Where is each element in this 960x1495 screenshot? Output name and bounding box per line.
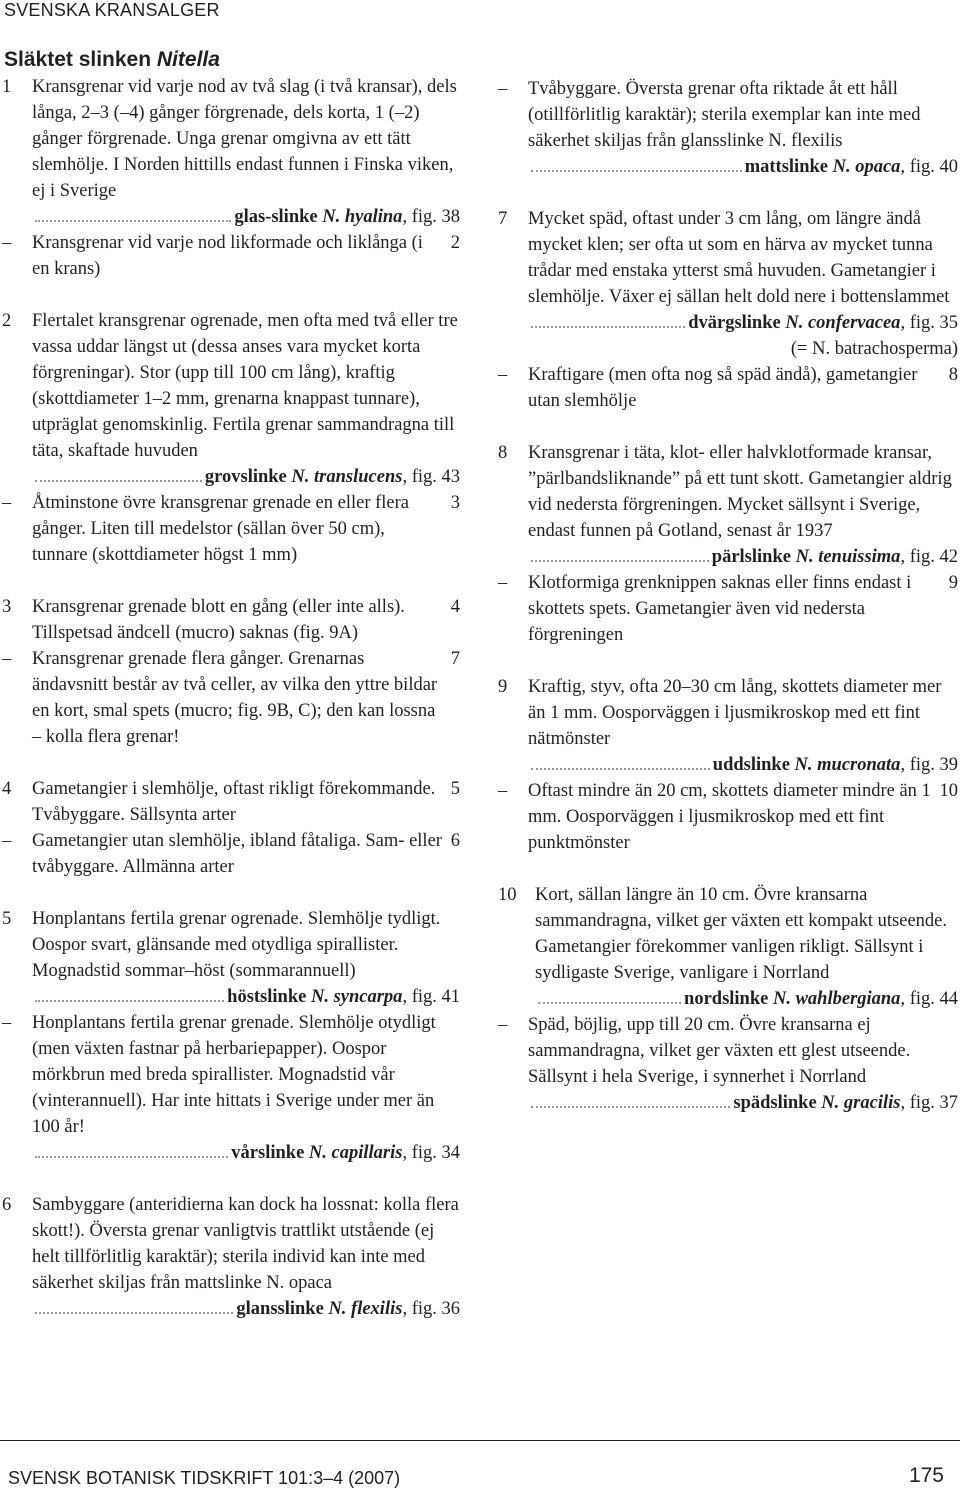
result-row — [32, 1296, 460, 1322]
key-lead — [498, 1012, 958, 1116]
goto-couplet: 4 — [450, 597, 460, 617]
result-row — [528, 154, 958, 180]
lead-text: Oftast mindre än 20 cm, skottets diameter mindre än 1 mm. Oosporväggen i ljusmikroskop med ett fint punktmönster — [528, 781, 931, 853]
leader-dots — [531, 325, 685, 328]
goto-couplet: 8 — [948, 365, 958, 385]
taxon-scientific-name: N. wahlbergiana — [772, 989, 901, 1009]
figure-reference: , fig. 35 — [900, 313, 958, 333]
result-row — [528, 310, 958, 336]
couplet-gap — [2, 750, 460, 776]
page-number: 175 — [908, 1464, 944, 1487]
couplet-number: 5 — [2, 909, 12, 929]
key-lead — [498, 674, 958, 778]
taxon-result — [231, 1140, 460, 1166]
figure-reference: , fig. 44 — [900, 989, 958, 1009]
result-row — [528, 752, 958, 778]
lead-dash: – — [498, 781, 508, 801]
couplet-gap — [498, 648, 958, 674]
lead-text: Gametangier utan slemhölje, ibland fåtaliga. Sam- eller tvåbyggare. Allmänna arter — [32, 831, 442, 877]
lead-text: Åtminstone övre kransgrenar grenade en eller flera gånger. Liten till medelstor (sällan över 50 cm), tunnare (skottdiameter högst 1 mm) — [32, 493, 410, 565]
key-lead — [2, 1010, 460, 1166]
figure-reference: , fig. 43 — [402, 467, 460, 487]
title-genus: Nitella — [156, 48, 220, 71]
lead-text: Flertalet kransgrenar ogrenade, men ofta med två eller tre vassa uddar längst ut (dessa anses vara mycket korta förgreningar). Stor (upp till 100 cm lång), kraftig (skottdiameter 1–2 mm, grenarna knappast tunnare), utpräglat genomskinlig. Fertila grenar sammandragna till täta, skaftade huvuden — [32, 311, 458, 461]
lead-text: Kransgrenar i täta, klot- eller halvklotformade kransar, ”pärlbandsliknande” på ett tunt skott. Gametangier aldrig vid nedersta förgreningen. Mycket sällsynt i Sverige, endast funnen på Gotland, senast år 1937 — [528, 443, 952, 541]
synonym: (= N. batrachosperma) — [790, 339, 958, 359]
couplet-gap — [498, 856, 958, 882]
result-row — [32, 984, 460, 1010]
lead-row — [32, 646, 460, 750]
lead-text: Späd, böjlig, upp till 20 cm. Övre kransarna ej sammandragna, vilket ger växten ett glest utseende. Sällsynt i hela Sverige, i synnerhet i Norrland — [528, 1015, 911, 1087]
couplet-gap — [498, 180, 958, 206]
result-row — [32, 204, 460, 230]
key-lead — [2, 308, 460, 490]
lead-row — [32, 594, 460, 646]
taxon-common-name: nordslinke — [684, 989, 773, 1009]
lead-text: Honplantans fertila grenar ogrenade. Slemhölje tydligt. Oospor svart, glänsande med otydliga spirallister. Mognadstid sommar–höst (sommarannuell) — [32, 909, 441, 981]
figure-reference: , fig. 42 — [900, 547, 958, 567]
lead-text: Kransgrenar vid varje nod av två slag (i två kransar), dels långa, 2–3 (–4) gånger förgrenade, dels korta, 1 (–2) gånger förgrenade. Unga grenar omgivna av ett tätt slemhölje. I Norden hittills endast funnen i Finska viken, ej i Sverige — [32, 77, 457, 201]
key-lead — [2, 828, 460, 880]
lead-row — [32, 230, 460, 282]
lead-text: Sambyggare (anteridierna kan dock ha lossnat: kolla flera skott!). Översta grenar vanligtvis trattlikt utstående (ej helt tillförlitlig karaktär); sterila individ kan inte med säkerhet skiljas från mattslinke N. opaca — [32, 1195, 459, 1293]
lead-text: Gametangier i slemhölje, oftast rikligt förekommande. Tvåbyggare. Sällsynta arter — [32, 779, 436, 825]
footer-journal: SVENSK BOTANISK TIDSKRIFT 101:3–4 (2007) — [8, 1468, 401, 1488]
taxon-common-name: uddslinke — [712, 755, 795, 775]
figure-reference: , fig. 40 — [900, 157, 958, 177]
lead-dash: – — [2, 649, 12, 669]
lead-text: Klotformiga grenknippen saknas eller finns endast i skottets spets. Gametangier även vid nedersta förgreningen — [528, 573, 912, 645]
taxon-common-name: mattslinke — [744, 157, 833, 177]
taxon-result — [227, 984, 460, 1010]
lead-text: Honplantans fertila grenar grenade. Slemhölje otydligt (men växten fastnar på herbariepapper). Oospor mörkbrun med breda spirallister. Mognadstid vår (vinterannuell). Har inte hittats i Sverige under mer än 100 år! — [32, 1013, 436, 1137]
taxon-scientific-name: N. translucens — [291, 467, 403, 487]
lead-dash: – — [498, 573, 508, 593]
key-lead — [498, 362, 958, 414]
taxon-common-name: glas-slinke — [234, 207, 323, 227]
taxon-result — [688, 310, 958, 336]
lead-dash: – — [2, 1013, 12, 1033]
figure-reference: , fig. 37 — [900, 1093, 958, 1113]
goto-couplet: 3 — [450, 493, 460, 513]
key-column-right — [498, 76, 958, 1116]
couplet-number: 7 — [498, 209, 508, 229]
couplet-number: 6 — [2, 1195, 12, 1215]
taxon-result — [712, 544, 958, 570]
lead-text: Kraftig, styv, ofta 20–30 cm lång, skottets diameter mer än 1 mm. Oosporväggen i ljusmikroskop med ett fint nätmönster — [528, 677, 942, 749]
key-lead — [498, 440, 958, 570]
leader-dots — [531, 1105, 730, 1108]
taxon-common-name: pärlslinke — [711, 547, 796, 567]
leader-dots — [531, 559, 709, 562]
key-column-left — [2, 74, 460, 1322]
lead-text: Kraftigare (men ofta nog så späd ändå), gametangier utan slemhölje — [528, 365, 918, 411]
key-lead — [2, 230, 460, 282]
result-row — [535, 986, 958, 1012]
figure-reference: , fig. 36 — [402, 1299, 460, 1319]
key-lead — [2, 776, 460, 828]
lead-dash: – — [498, 1015, 508, 1035]
result-row — [32, 464, 460, 490]
lead-text: Mycket späd, oftast under 3 cm lång, om längre ändå mycket klen; ser ofta ut som en härva av mycket tunna trådar med enstaka ytterst små huvuden. Gametangier i slemhölje. Växer ej sällan helt dold nere i bottenslammet — [528, 209, 950, 307]
taxon-common-name: vårslinke — [231, 1143, 309, 1163]
taxon-result — [684, 986, 958, 1012]
key-lead — [2, 594, 460, 646]
lead-row — [32, 490, 460, 568]
goto-couplet: 6 — [450, 831, 460, 851]
couplet-number: 9 — [498, 677, 508, 697]
lead-row — [32, 776, 460, 828]
lead-dash: – — [498, 365, 508, 385]
couplet-number: 8 — [498, 443, 508, 463]
lead-dash: – — [2, 831, 12, 851]
taxon-common-name: grovslinke — [204, 467, 292, 487]
key-lead — [498, 570, 958, 648]
couplet-number: 2 — [2, 311, 12, 331]
taxon-result — [236, 1296, 460, 1322]
couplet-number: 10 — [498, 885, 517, 905]
leader-dots — [531, 169, 742, 172]
leader-dots — [35, 1311, 233, 1314]
key-lead — [498, 882, 958, 1012]
couplet-gap — [2, 1166, 460, 1192]
taxon-scientific-name: N. hyalina — [322, 207, 403, 227]
taxon-scientific-name: N. tenuissima — [795, 547, 901, 567]
taxon-result — [713, 752, 958, 778]
goto-couplet: 7 — [450, 649, 460, 669]
lead-dash: – — [2, 493, 12, 513]
couplet-number: 1 — [2, 77, 12, 97]
key-lead — [2, 646, 460, 750]
lead-dash: – — [2, 233, 12, 253]
taxon-scientific-name: N. mucronata — [794, 755, 901, 775]
taxon-result — [745, 154, 958, 180]
figure-reference: , fig. 39 — [900, 755, 958, 775]
taxon-common-name: glansslinke — [236, 1299, 329, 1319]
taxon-common-name: dvärgslinke — [688, 313, 786, 333]
lead-row — [528, 362, 958, 414]
key-lead — [2, 1192, 460, 1322]
taxon-scientific-name: N. confervacea — [785, 313, 901, 333]
lead-dash: – — [498, 79, 508, 99]
lead-text: Kransgrenar vid varje nod likformade och liklånga (i en krans) — [32, 233, 423, 279]
key-lead — [2, 490, 460, 568]
leader-dots — [35, 1155, 228, 1158]
leader-dots — [35, 219, 231, 222]
taxon-common-name: spädslinke — [733, 1093, 822, 1113]
leader-dots — [35, 479, 202, 482]
lead-row — [528, 778, 958, 856]
lead-row — [32, 828, 460, 880]
goto-couplet: 10 — [939, 781, 958, 801]
key-lead — [2, 906, 460, 1010]
result-row — [528, 1090, 958, 1116]
figure-reference: , fig. 41 — [402, 987, 460, 1007]
running-header: SVENSKA KRANSALGER — [4, 0, 220, 20]
couplet-number: 4 — [2, 779, 12, 799]
goto-couplet: 2 — [450, 233, 460, 253]
figure-reference: , fig. 34 — [402, 1143, 460, 1163]
result-row — [32, 1140, 460, 1166]
taxon-result — [733, 1090, 958, 1116]
taxon-scientific-name: N. opaca — [832, 157, 901, 177]
taxon-common-name: höstslinke — [227, 987, 311, 1007]
taxon-scientific-name: N. syncarpa — [310, 987, 403, 1007]
lead-row — [528, 570, 958, 648]
taxon-scientific-name: N. capillaris — [308, 1143, 403, 1163]
result-row — [528, 544, 958, 570]
figure-reference: , fig. 38 — [402, 207, 460, 227]
key-lead — [2, 74, 460, 230]
lead-text: Tvåbyggare. Översta grenar ofta riktade åt ett håll (otillförlitlig karaktär); sterila exemplar kan inte med säkerhet skiljas från glansslinke N. flexilis — [528, 79, 921, 151]
couplet-gap — [498, 414, 958, 440]
footer-rule — [0, 1440, 960, 1441]
goto-couplet: 9 — [948, 573, 958, 593]
couplet-gap — [2, 568, 460, 594]
couplet-gap — [2, 282, 460, 308]
leader-dots — [538, 1001, 681, 1004]
taxon-scientific-name: N. flexilis — [328, 1299, 403, 1319]
key-lead — [498, 778, 958, 856]
taxon-result — [234, 204, 460, 230]
key-lead — [498, 76, 958, 180]
title-prefix: Släktet slinken — [4, 48, 157, 71]
key-lead — [498, 206, 958, 362]
lead-text: Kransgrenar grenade blott en gång (eller inte alls). Tillspetsad ändcell (mucro) saknas (fig. 9A) — [32, 597, 405, 643]
couplet-number: 3 — [2, 597, 12, 617]
section-title — [4, 48, 220, 72]
goto-couplet: 5 — [450, 779, 460, 799]
leader-dots — [35, 999, 224, 1002]
taxon-scientific-name: N. gracilis — [821, 1093, 901, 1113]
couplet-gap — [2, 880, 460, 906]
lead-text: Kransgrenar grenade flera gånger. Grenarnas ändavsnitt består av två celler, av vilka den yttre bildar en kort, smal spets (mucro; fig. 9B, C); den kan lossna – kolla flera grenar! — [32, 649, 438, 747]
lead-text: Kort, sällan längre än 10 cm. Övre kransarna sammandragna, vilket ger växten ett kompakt utseende. Gametangier förekommer vanligen rikligt. Sällsynt i sydligaste Sverige, vanligare i Norrland — [535, 885, 948, 983]
taxon-result — [205, 464, 460, 490]
leader-dots — [531, 767, 710, 770]
